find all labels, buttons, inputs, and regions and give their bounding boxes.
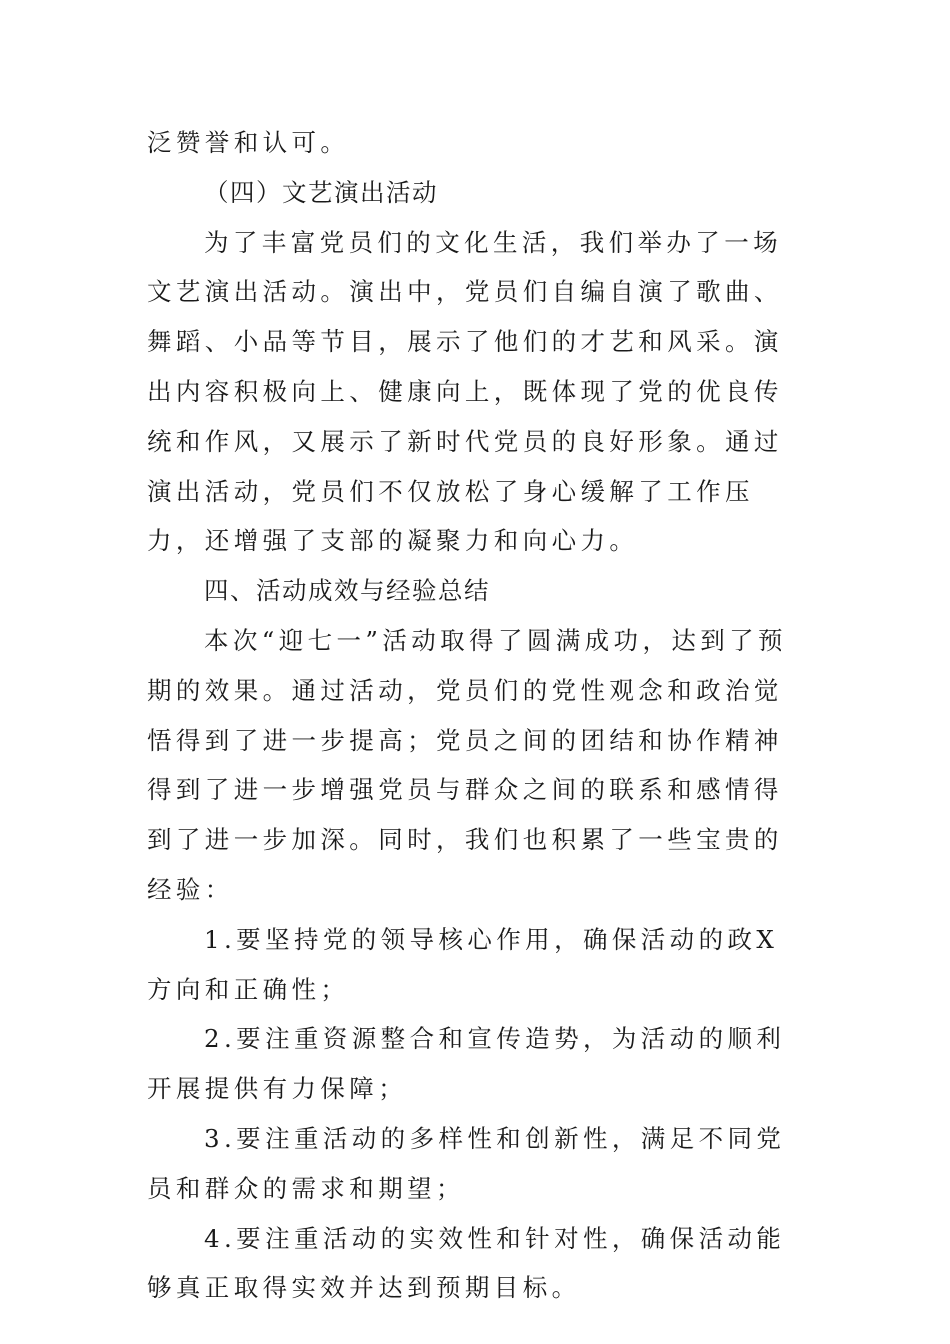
list-item-3: 3.要注重活动的多样性和创新性，满足不同党员和群众的需求和期望； — [147, 1123, 786, 1203]
list-item-4: 4.要注重活动的实效性和针对性，确保活动能够真正取得实效并达到预期目标。 — [147, 1223, 786, 1303]
list-item-1: 1.要坚持党的领导核心作用，确保活动的政X方向和正确性； — [147, 924, 779, 1004]
paragraph-results: 本次“迎七一”活动取得了圆满成功，达到了预期的效果。通过活动，党员们的党性观念和政治觉悟得到了进一步提高；党员之间的团结和协作精神得到了进一步增强党员与群众之间的联系和感情得到了进一步加深。同时，我们也积累了一些宝贵的经验： — [147, 625, 787, 904]
paragraph-continuation: 泛赞誉和认可。 — [147, 128, 350, 157]
section-heading-results: 四、活动成效与经验总结 — [204, 576, 490, 606]
section-heading-performance: （四）文艺演出活动 — [204, 177, 438, 207]
list-item-2: 2.要注重资源整合和宣传造势，为活动的顺利开展提供有力保障； — [147, 1024, 786, 1104]
document-page — [147, 118, 807, 1313]
paragraph-performance: 为了丰富党员们的文化生活，我们举办了一场文艺演出活动。演出中，党员们自编自演了歌曲、舞蹈、小品等节目，展示了他们的才艺和风采。演出内容积极向上、健康向上，既体现了党的优良传统和作风，又展示了新时代党员的良好形象。通过演出活动，党员们不仅放松了身心缓解了工作压力，还增强了支部的凝聚力和向心力。 — [147, 227, 783, 556]
